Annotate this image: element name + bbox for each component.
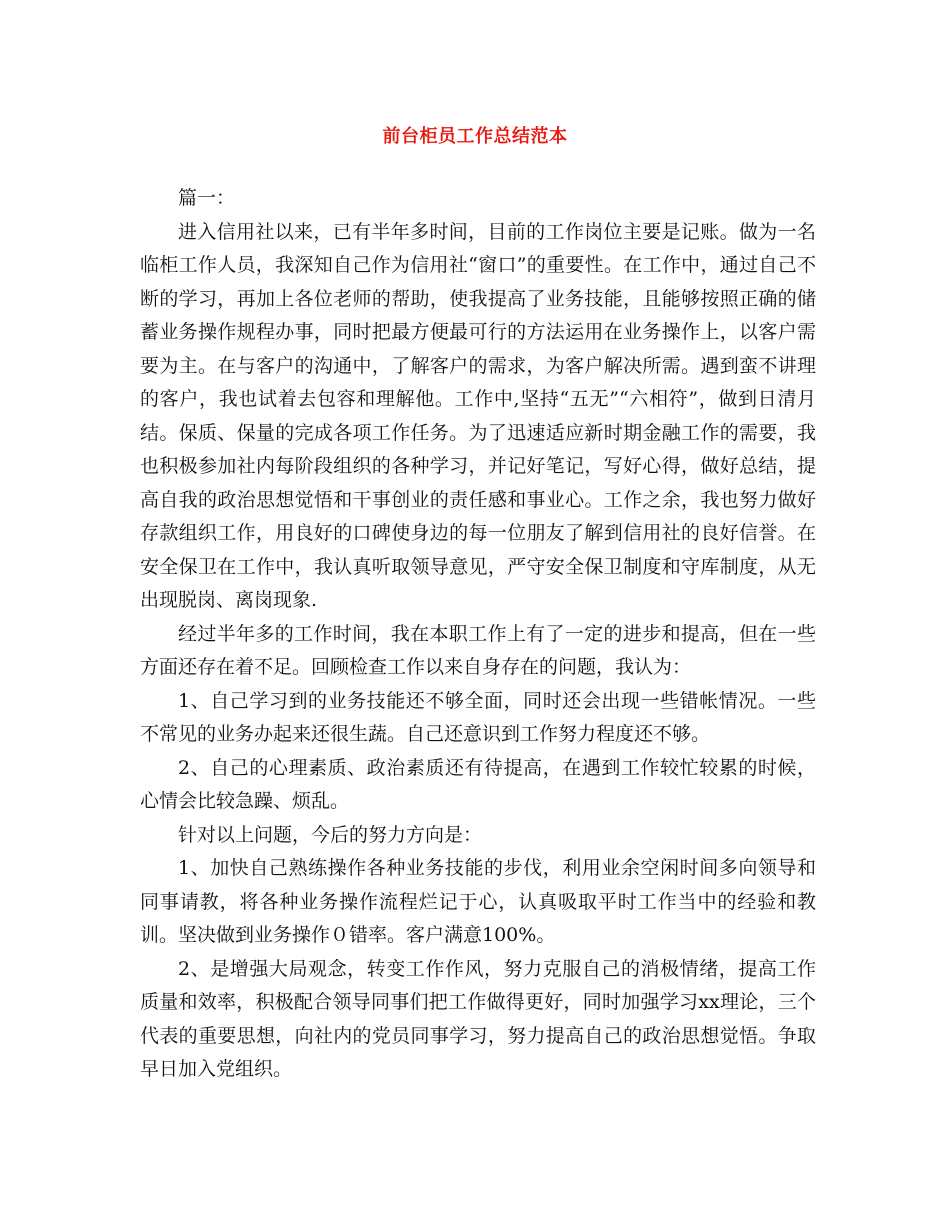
document-title: 前台柜员工作总结范本: [382, 126, 568, 147]
paragraph-direction-1: 1、加快自己熟练操作各种业务技能的步伐，利用业余空闲时间多向领导和同事请教，将各种业务操作流程烂记于心，认真吸取平时工作当中的经验和教训。坚决做到业务操作０错率。客户满意100%。: [140, 857, 816, 946]
paragraph-review: 经过半年多的工作时间，我在本职工作上有了一定的进步和提高，但在一些方面还存在着不足。回顾检查工作以来自身存在的问题，我认为：: [140, 622, 816, 678]
paragraph-problem-2: 2、自己的心理素质、政治素质还有待提高，在遇到工作较忙较累的时候，心情会比较急躁、烦乱。: [140, 756, 816, 812]
document-body: [140, 182, 816, 1087]
paragraph-section-label: 篇一：: [178, 187, 236, 209]
paragraph-intro: 进入信用社以来，已有半年多时间，目前的工作岗位主要是记账。做为一名临柜工作人员，我深知自己作为信用社“窗口”的重要性。在工作中，通过自己不断的学习，再加上各位老师的帮助，使我提高了业务技能，且能够按照正确的储蓄业务操作规程办事，同时把最方便最可行的方法运用在业务操作上，以客户需要为主。在与客户的沟通中，了解客户的需求，为客户解决所需。遇到蛮不讲理的客户，我也试着去包容和理解他。工作中,坚持“五无”“六相符”，做到日清月结。保质、保量的完成各项工作任务。为了迅速适应新时期金融工作的需要，我也积极参加社内每阶段组织的各种学习，并记好笔记，写好心得，做好总结，提高自我的政治思想觉悟和干事创业的责任感和事业心。工作之余，我也努力做好存款组织工作，用良好的口碑使身边的每一位朋友了解到信用社的良好信誉。在安全保卫在工作中，我认真听取领导意见，严守安全保卫制度和守库制度，从无出现脱岗、离岗现象.: [140, 220, 816, 611]
paragraph-direction-heading: 针对以上问题，今后的努力方向是：: [178, 823, 483, 846]
paragraph-direction-2: 2、是增强大局观念，转变工作作风，努力克服自己的消极情绪，提高工作质量和效率，积极配合领导同事们把工作做得更好，同时加强学习xx理论，三个代表的重要思想，向社内的党员同事学习，努力提高自己的政治思想觉悟。争取早日加入党组织。: [140, 957, 816, 1080]
paragraph-problem-1: 1、自己学习到的业务技能还不够全面，同时还会出现一些错帐情况。一些不常见的业务办起来还很生蔬。自己还意识到工作努力程度还不够。: [140, 689, 816, 745]
